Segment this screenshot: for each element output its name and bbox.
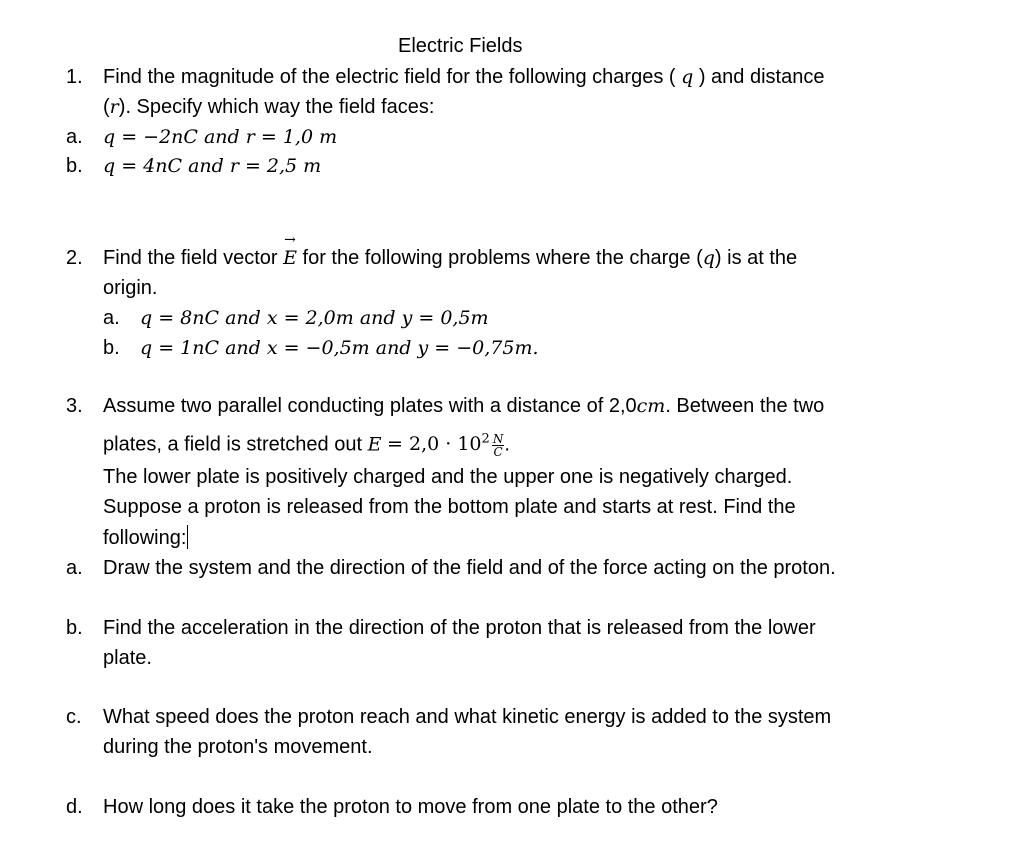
q2-q-symbol: q <box>702 247 715 269</box>
q1-q-symbol: q <box>681 66 694 88</box>
field-value: = $2,0 \cdot 10^2$ <box>387 432 490 456</box>
q2-a-label: a. <box>103 307 120 329</box>
q2-a-math: q = 8nC and x = 2,0m and y = 0,5m <box>140 307 489 329</box>
q2-text-b: for the following problems where the charge <box>302 247 691 269</box>
q3-l1-unit: cm <box>636 395 666 417</box>
q3-l2-text: plates, a field is stretched out <box>103 433 363 456</box>
q3-line2: plates, a field is stretched out $E = 2,0 \cdot 10^2$ $\frac{N}{C}$ . <box>103 431 510 459</box>
q3-number: 3. <box>66 395 83 417</box>
q3-b-label: b. <box>66 617 83 639</box>
q1-text-b: and distance <box>711 66 825 88</box>
q1-text-l2: . Specify which way the field faces: <box>125 96 435 118</box>
q1-a-math: q = −2nC and r = 1,0 m <box>103 126 338 148</box>
q3-a-label: a. <box>66 557 83 579</box>
q3-b-text-line1: Find the acceleration in the direction of the proton that is released from the lower <box>103 617 816 639</box>
q2-text-c: is at the <box>727 247 798 269</box>
q1-a-label: a. <box>66 126 83 148</box>
q3-l1-text-b: . Between the two <box>665 395 825 417</box>
field-vector-symbol: E → <box>283 232 297 269</box>
q3-l1-text: Assume two parallel conducting plates with a distance of 2,0 <box>103 395 637 417</box>
text-cursor <box>187 525 188 549</box>
q2-text-line2: origin. <box>103 277 158 299</box>
q3-line3: The lower plate is positively charged and the upper one is negatively charged. <box>103 466 793 488</box>
q3-c-label: c. <box>66 706 82 728</box>
q3-c-text-line1: What speed does the proton reach and what kinetic energy is added to the system <box>103 706 832 728</box>
q3-line5 <box>103 525 188 550</box>
q2-text-line1: Find the field vector E → for the following problems where the charge (q) is at the <box>103 232 798 269</box>
q1-text: Find the magnitude of the electric field for the following charges <box>103 66 664 88</box>
field-E-symbol: E <box>367 433 382 456</box>
q3-line4: Suppose a proton is released from the bottom plate and starts at rest. Find the <box>103 496 796 518</box>
q1-r-symbol: r <box>109 96 119 118</box>
unit-fraction: $\frac{N}{C}$ <box>492 431 504 459</box>
q3-c-text-line2: during the proton's movement. <box>103 736 373 758</box>
q2-number: 2. <box>66 247 83 269</box>
q1-text-line1: Find the magnitude of the electric field for the following charges ( q ) and distance <box>103 66 825 88</box>
q1-b-label: b. <box>66 155 83 177</box>
q3-d-text: How long does it take the proton to move from one plate to the other? <box>103 796 718 818</box>
q3-b-text-line2: plate. <box>103 647 152 669</box>
vector-arrow-icon: → <box>284 232 296 248</box>
q1-text-line2: (r). Specify which way the field faces: <box>103 96 435 118</box>
q3-line1 <box>103 394 824 418</box>
q3-d-label: d. <box>66 796 83 818</box>
field-exponent: 2 <box>481 432 490 447</box>
q2-b-label: b. <box>103 337 120 359</box>
q2-b-math: q = 1nC and x = −0,5m and y = −0,75m. <box>140 337 539 359</box>
q3-l5-text: following: <box>103 527 187 549</box>
q1-number: 1. <box>66 66 83 88</box>
q2-text-a: Find the field vector <box>103 247 278 269</box>
q3-a-text: Draw the system and the direction of the field and of the force acting on the proton. <box>103 557 836 579</box>
q1-b-math: q = 4nC and r = 2,5 m <box>103 155 322 177</box>
page-title: Electric Fields <box>398 35 523 57</box>
